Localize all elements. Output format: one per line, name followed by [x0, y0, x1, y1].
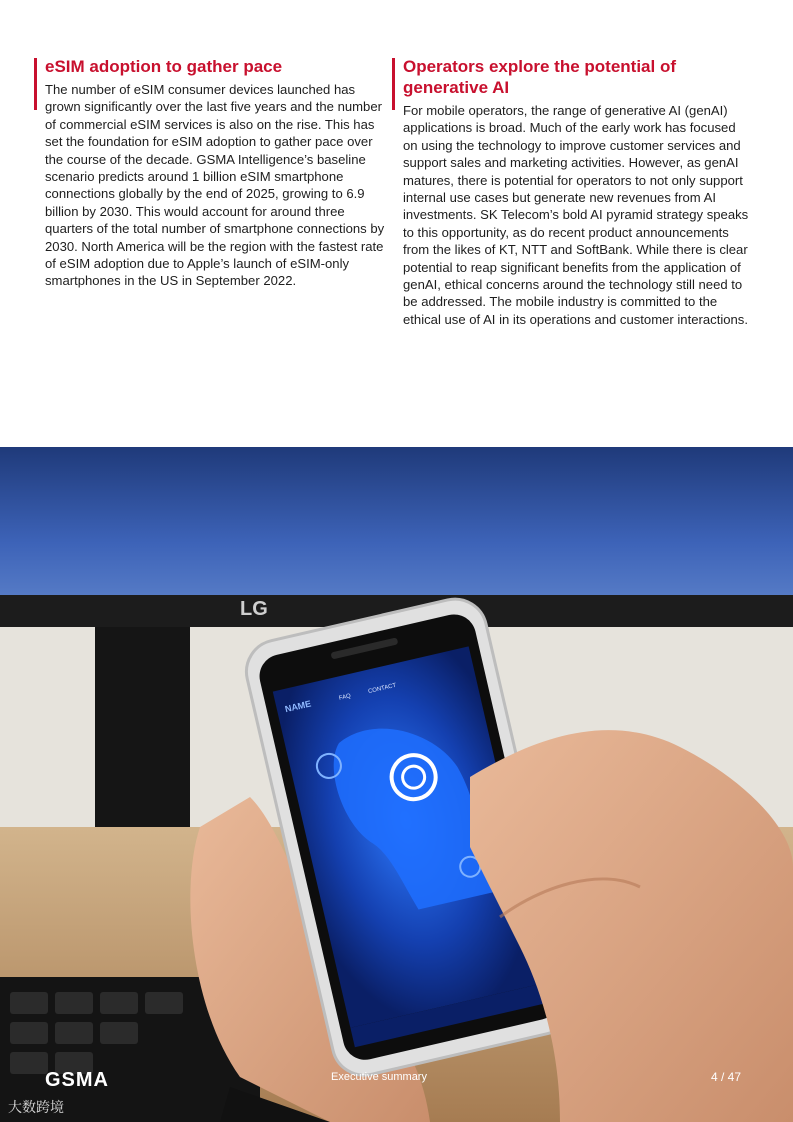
left-column — [34, 56, 386, 290]
phone-nav-name: NAME — [283, 698, 313, 715]
monitor-stand — [95, 627, 190, 837]
watermark: 大数跨境 — [8, 1100, 64, 1116]
phone-photo-illustration — [0, 447, 793, 1122]
monitor-screen — [0, 447, 793, 607]
left-body-text: The number of eSIM consumer devices launched has grown significantly over the last five years and the number of commercial eSIM services is also on the rise. This has set the foundation for eSIM adoption to gather pace over the course of the decade. GSMA Intelligence’s baseline scenario predicts around 1 billion eSIM smartphone connections globally by the end of 2025, growing to 6.9 billion by 2030. This would account for around three quarters of the total number of smartphone connections by 2030. North America will be the region with the fastest rate of eSIM adoption due to Apple’s launch of eSIM-only smartphones in the US in September 2022. — [45, 82, 385, 289]
footer-section-title: Executive summary — [331, 1071, 427, 1083]
page-number: 4 / 47 — [711, 1070, 742, 1084]
gsma-logo: GSMA — [45, 1069, 109, 1091]
phone-photo — [0, 447, 793, 1122]
monitor-brand-logo: LG — [240, 598, 268, 620]
right-heading-block — [392, 56, 752, 98]
right-column — [392, 56, 752, 328]
left-heading-block — [34, 56, 386, 77]
phone-nav-contact: CONTACT — [367, 682, 397, 696]
left-heading: eSIM adoption to gather pace — [45, 57, 283, 76]
right-body-text: For mobile operators, the range of generative AI (genAI) applications is broad. Much of the early work has focused on using the technology to improve customer services and support sales and marketing activities. However, as genAI matures, there is potential for operators to not only support internal use cases but generate new revenues from AI investments. SK Telecom’s bold AI pyramid strategy speaks to this opportunity, as do recent product announcements from the likes of KT, NTT and SoftBank. While there is clear potential to reap significant benefits from the application of genAI, ethical concerns around the technology still need to be addressed. The mobile industry is committed to the ethical use of AI in its operations and customer interactions. — [403, 103, 749, 327]
right-heading: Operators explore the potential of generative AI — [403, 57, 676, 97]
phone-nav-faq: FAQ — [338, 693, 352, 702]
